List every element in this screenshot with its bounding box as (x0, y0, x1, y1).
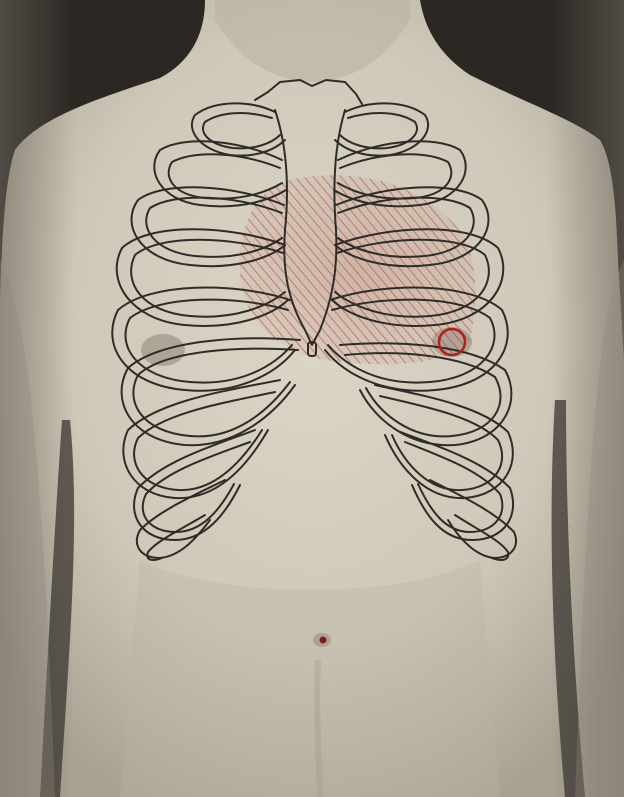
abdomen-shade (120, 560, 500, 797)
lower-abdomen-line (317, 660, 320, 797)
dot-marker-icon (320, 637, 327, 644)
